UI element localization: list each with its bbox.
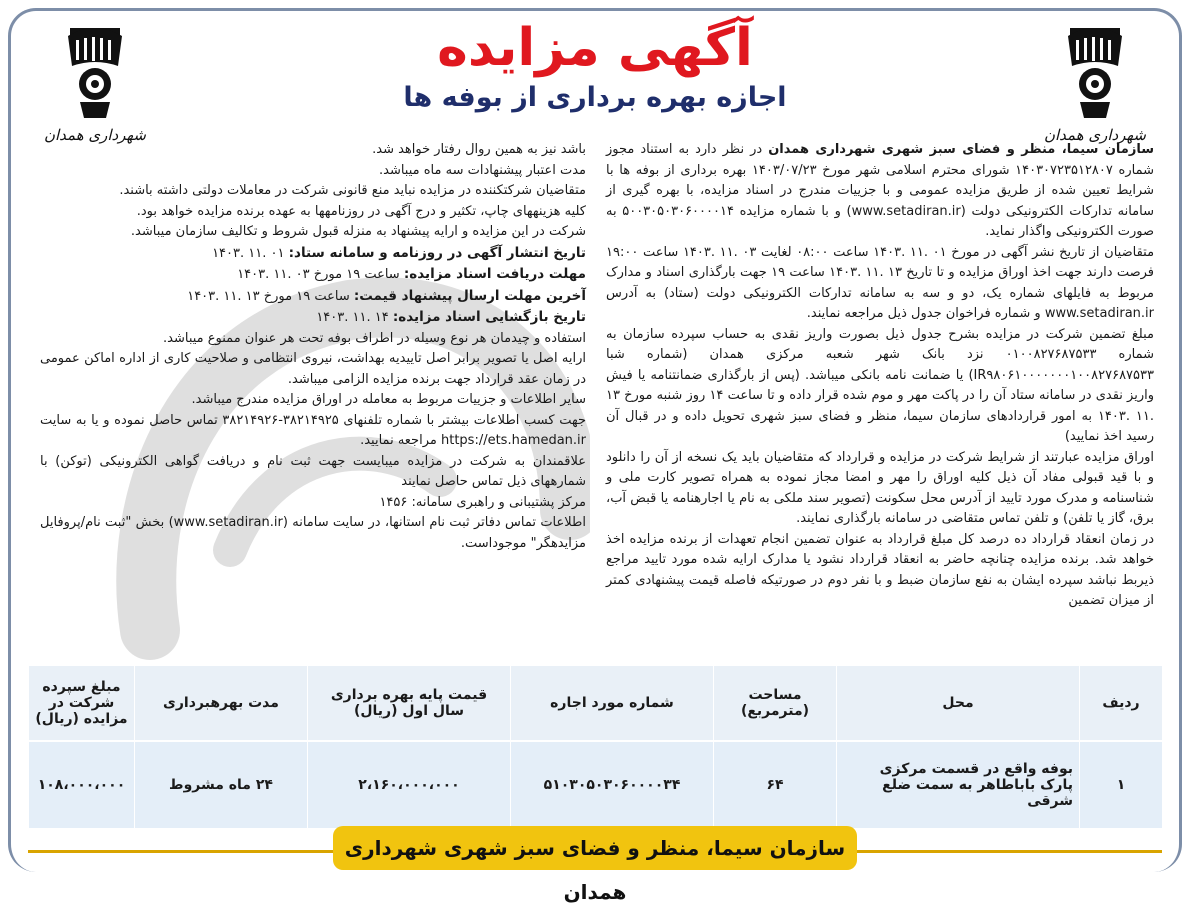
text-line: ارایه اصل یا تصویر برابر اصل تاییدیه بهداشت، نیروی انتظامی و صلاحیت کاری از اداره اماکن عمومی در زمان عقد قرارداد جهت برنده مزایده الزامی میباشد. [40, 351, 586, 387]
table-cell: ۶۴ [714, 741, 837, 828]
table-header-row [29, 666, 1163, 741]
table-cell: ۲،۱۶۰،۰۰۰،۰۰۰ [308, 741, 511, 828]
docs-deadline [40, 264, 586, 286]
page-title: آگهی مزایده [437, 18, 753, 78]
table-cell: ۲۴ ماه مشروط [135, 741, 308, 828]
column-header: ردیف [1080, 666, 1163, 741]
publish-date-value: ۰۱ .۱۱ .۱۴۰۳ [212, 245, 289, 261]
municipality-logo-right [1040, 18, 1150, 148]
bid-deadline-value: ساعت ۱۹ مورخ ۱۳ .۱۱ .۱۴۰۳ [187, 288, 354, 304]
intro-text: در نظر دارد به استناد مجوز شماره ۱۴۰۳۰۷۲۳۵۱۲۸۰۷ شورای محترم اسلامی شهر مورخ ۱۴۰۳/۰۷/۲۳ بهره برداری از بوفه ها با شرایط تعیین شده از طریق مزایده عمومی و با جزییات مندرج در اسناد مزایده، با بهره گیری از سامانه تدارکات الکترونیکی دولت (www.setadiran.ir) و با شماره مزایده ۵۰۰۳۰۵۰۳۰۶۰۰۰۰۱۴ به صورت الکترونیکی واگذار نماید. [606, 142, 1154, 239]
table-cell: ۱ [1080, 741, 1163, 828]
text-line: سایر اطلاعات و جزییات مربوط به معامله در اوراق مزایده مندرج میباشد. [191, 392, 586, 407]
support-line: مرکز پشتیبانی و راهبری سامانه: ۱۴۵۶ [379, 494, 586, 510]
opening-date [40, 307, 586, 329]
notice-body-right [606, 140, 1154, 612]
bid-deadline-label: آخرین مهلت ارسال پیشنهاد قیمت: [353, 287, 586, 304]
contact-line: جهت کسب اطلاعات بیشتر با شماره تلفنهای ۳۸۲۱۴۹۲۵-۳۸۲۱۴۹۲۶ تماس حاصل نموده و یا به سایت https://ets.hamedan.ir مراجعه نمایید. [40, 412, 586, 448]
intro-paragraph [606, 140, 1154, 243]
page-subtitle: اجازه بهره برداری از بوفه ها [403, 82, 787, 113]
footer-banner: سازمان سیما، منظر و فضای سبز شهری شهرداری همدان [333, 826, 857, 870]
text-line: کلیه هزینههای چاپ، تکثیر و درج آگهی در روزنامهها به عهده برنده مزایده خواهد بود. [136, 203, 586, 219]
text-line: مدت اعتبار پیشنهادات سه ماه میباشد. [378, 162, 586, 178]
bid-deadline [40, 286, 586, 308]
opening-date-label: تاریخ بازگشایی اسناد مزایده: [392, 309, 586, 325]
documents-paragraph: اوراق مزایده عبارتند از شرایط شرکت در مزایده و قرارداد که متقاضیان باید یک نسخه از آن را دانلود و با قید قبولی مفاد آن ذیل کلیه اوراق را مهر و امضا مجاز نموده به همراه تصویر کارت ملی و شناسنامه و مدرک مورد تایید از آدرس محل سکونت (تصویر سند ملکی به نام یا اجارهنامه یا قبض آب، برق، گاز یا تلفن) و تلفن تماس متقاضی در سامانه بارگذاری نمایند. [606, 449, 1154, 526]
column-header: مبلغ سپرده شرکت در مزایده (ریال) [29, 666, 135, 741]
table-cell: بوفه واقع در قسمت مرکزی پارک باباطاهر به سمت ضلع شرقی [837, 741, 1080, 828]
organization-name: سازمان سیما، منظر و فضای سبز شهری شهرداری همدان [768, 142, 1154, 157]
logo-caption: شهرداری همدان [44, 126, 146, 144]
column-header: محل [837, 666, 1080, 741]
text-line: اطلاعات تماس دفاتر ثبت نام استانها، در سایت سامانه (www.setadiran.ir) بخش "ثبت نام/پروفایل مزایدهگر" موجوداست. [40, 515, 586, 551]
text-line: علاقمندان به شرکت در مزایده میبایست جهت ثبت نام و دریافت گواهی الکترونیکی (توکن) با شمارههای ذیل تماس حاصل نمایند [40, 453, 586, 489]
logo-caption: شهرداری همدان [1044, 126, 1146, 144]
text-line: شرکت در این مزایده و ارایه پیشنهاد به منزله قبول شروط و تکالیف سازمان میباشد. [130, 224, 586, 239]
table-row [29, 741, 1163, 828]
text-line: باشد نیز به همین روال رفتار خواهد شد. [372, 142, 586, 157]
publish-date [40, 243, 586, 265]
column-header: مساحت (مترمربع) [714, 666, 837, 741]
municipality-logo-left [40, 18, 150, 148]
docs-deadline-label: مهلت دریافت اسناد مزایده: [403, 266, 586, 282]
publish-date-label: تاریخ انتشار آگهی در روزنامه و سامانه ستاد: [288, 244, 586, 261]
docs-deadline-value: ساعت ۱۹ مورخ ۰۳ .۱۱ .۱۴۰۳ [237, 267, 404, 282]
notice-body-left [40, 140, 586, 554]
text-line: متقاضیان شرکتکننده در مزایده نباید منع قانونی شرکت در معاملات دولتی داشته باشند. [119, 183, 586, 198]
column-header: قیمت پایه بهره برداری سال اول (ریال) [308, 666, 511, 741]
column-header: مدت بهرهبرداری [135, 666, 308, 741]
auction-table [28, 666, 1162, 828]
column-header: شماره مورد اجاره [511, 666, 714, 741]
opening-date-value: ۱۴ .۱۱ .۱۴۰۳ [316, 310, 393, 325]
header [300, 16, 890, 116]
table-cell: ۵۱۰۳۰۵۰۳۰۶۰۰۰۰۳۴ [511, 741, 714, 828]
text-line: استفاده و چیدمان هر نوع وسیله در اطراف بوفه تحت هر عنوان ممنوع میباشد. [163, 330, 586, 346]
table-cell: ۱۰۸،۰۰۰،۰۰۰ [29, 741, 135, 828]
schedule-paragraph: متقاضیان از تاریخ نشر آگهی در مورخ ۰۱ .۱۱ .۱۴۰۳ ساعت ۰۸:۰۰ لغایت ۰۳ .۱۱ .۱۴۰۳ ساعت ۱۹:۰۰ فرصت دارند جهت اخذ اوراق مزایده و تا تاریخ ۱۳ .۱۱ .۱۴۰۳ ساعت ۱۹ جهت بارگذاری اسناد و مدارک مربوط به فایلهای شماره یک، دو و سه به سامانه تدارکات الکترونیکی دولت (ستاد) به آدرس www.setadiran.ir و شماره فراخوان جدول ذیل مراجعه نمایند. [606, 244, 1155, 321]
deposit-paragraph: مبلغ تضمین شرکت در مزایده بشرح جدول ذیل بصورت واریز نقدی به حساب سپرده سازمان به شماره ۰۱۰۰۸۲۷۶۸۷۵۳۳ نزد بانک شهر شعبه مرکزی همدان (شماره شبا IR۹۸۰۶۱۰۰۰۰۰۰۰۱۰۰۸۲۷۶۸۷۵۳۳) یا ضمانت نامه بانکی میباشد. (پس از بارگذاری ضمانتنامه یا فیش واریز نقدی در سامانه ستاد آن را در پاکت مهر و موم شده قرار داده و تا ساعت ۱۴ روز شنبه مورخ ۱۳ .۱۱ .۱۴۰۳ به امور قراردادهای سازمان سیما، منظر و فضای سبز شهری تحویل داده و در قبال آن رسید اخذ نمایید) [606, 326, 1155, 444]
contract-paragraph: در زمان انعقاد قرارداد ده درصد کل مبلغ قرارداد به عنوان تضمین انجام تعهدات از برنده مزایده اخذ خواهد شد. برنده مزایده چنانچه حاضر به انعقاد قرارداد نشود یا مدارک ارایه شده مورد تایید مراجع ذیربط نباشد سپرده ایشان به نفع سازمان ضبط و با نفر دوم در صورتیکه فاصله قیمت پیشنهادی کمتر از میزان تضمین [606, 531, 1154, 608]
